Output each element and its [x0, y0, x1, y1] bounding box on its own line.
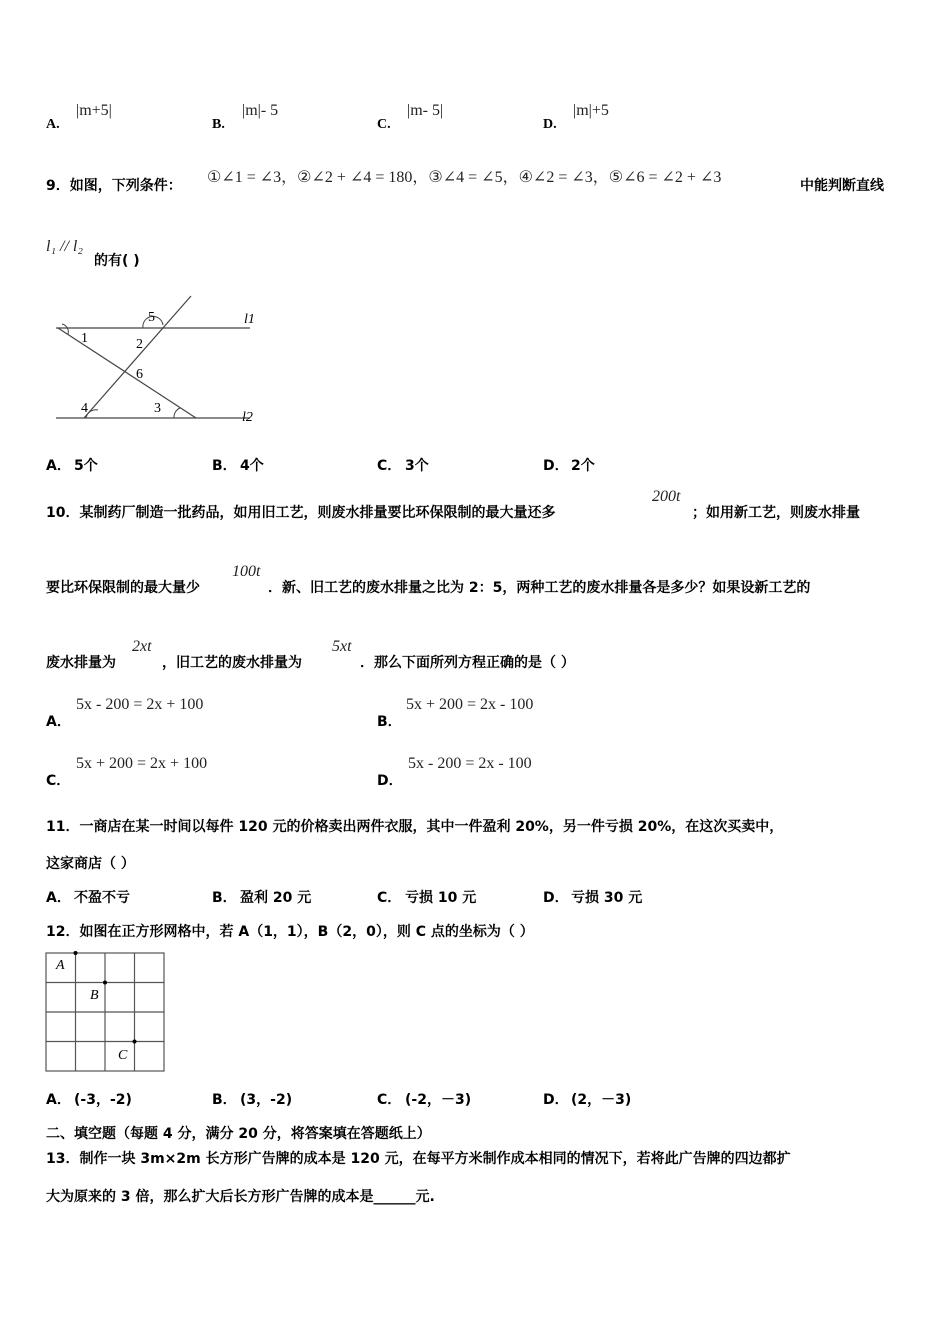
q10-option-b-expr: 5x + 200 = 2x - 100: [406, 696, 534, 713]
q10-option-c-label: C．: [46, 773, 71, 789]
q9-option-c-label: C．: [377, 458, 402, 474]
q12-option-c-label: C．: [377, 1092, 402, 1108]
q10-line3-b: ，旧工艺的废水排量为: [162, 655, 302, 671]
point-a: [74, 951, 78, 955]
fig-label-4: 4: [81, 401, 88, 416]
grid-label-b: B: [90, 988, 99, 1003]
fig-label-3: 3: [154, 401, 161, 416]
q10-line1-a: 10．某制药厂制造一批药品，如用旧工艺，则废水排量要比环保限制的最大量还多: [46, 505, 556, 521]
q9-option-a-label: A．: [46, 458, 71, 474]
fig-label-l2: l2: [242, 410, 253, 425]
point-c: [133, 1040, 137, 1044]
q8-option-b-label: B.: [212, 117, 225, 132]
fig-label-l1: l1: [244, 312, 255, 327]
q10-line2-b: ．新、旧工艺的废水排量之比为 2：5，两种工艺的废水排量各是多少？如果设新工艺的: [268, 580, 811, 596]
q8-option-a-label: A.: [46, 117, 60, 132]
q10-option-d-label: D．: [377, 773, 403, 789]
section-2-heading: 二、填空题（每题 4 分，满分 20 分，将答案填在答题纸上）: [46, 1126, 431, 1142]
q10-line3-c: ．那么下面所列方程正确的是（ ）: [360, 655, 575, 671]
angle-arc-3: [174, 408, 180, 418]
q8-option-d-label: D.: [543, 117, 557, 132]
q9-option-b-label: B．: [212, 458, 237, 474]
q11-option-c-text: 亏损 10 元: [405, 890, 477, 906]
q9-option-d-label: D．: [543, 458, 569, 474]
q11-option-b-text: 盈利 20 元: [240, 890, 312, 906]
q9-parallel-expr: l₁ // l₂: [46, 238, 83, 255]
q11-option-c-label: C．: [377, 890, 402, 906]
q9-prefix: 9．如图，下列条件：: [46, 178, 182, 194]
q11-option-d-text: 亏损 30 元: [571, 890, 643, 906]
q8-option-d-expr: |m|+5: [573, 102, 609, 119]
q9-option-d-text: 2个: [571, 458, 595, 474]
fig-label-6: 6: [136, 367, 143, 382]
q8-option-b-expr: |m|- 5: [242, 102, 279, 119]
q10-math-200t: 200t: [652, 488, 681, 505]
q8-option-c-expr: |m- 5|: [407, 102, 444, 119]
q12-option-a-label: A．: [46, 1092, 71, 1108]
point-b: [103, 981, 107, 985]
q10-option-b-label: B．: [377, 714, 402, 730]
fig-label-2: 2: [136, 337, 143, 352]
q12-grid-figure: [44, 951, 168, 1075]
q11-option-a-text: 不盈不亏: [74, 890, 130, 906]
q12-option-c-text: (-2，－3): [405, 1092, 472, 1108]
q11-line2: 这家商店（ ）: [46, 856, 135, 872]
q12-option-b-text: (3，-2): [240, 1092, 293, 1108]
q12-option-d-text: (2，－3): [571, 1092, 632, 1108]
q11-option-a-label: A．: [46, 890, 71, 906]
q11-option-d-label: D．: [543, 890, 569, 906]
q10-option-a-expr: 5x - 200 = 2x + 100: [76, 696, 204, 713]
q9-line2-text: 的有( ): [94, 253, 140, 269]
fig-label-5: 5: [148, 310, 155, 325]
fig-label-1: 1: [81, 331, 88, 346]
q10-line1-b: ；如用新工艺，则废水排量: [692, 505, 860, 521]
q10-math-5xt: 5xt: [332, 638, 352, 655]
q10-option-d-expr: 5x - 200 = 2x - 100: [408, 755, 532, 772]
q11-option-b-label: B．: [212, 890, 237, 906]
q11-line1: 11．一商店在某一时间以每件 120 元的价格卖出两件衣服，其中一件盈利 20%，另一件亏损 20%，在这次买卖中，: [46, 819, 784, 835]
q12-option-a-text: (-3，-2): [74, 1092, 132, 1108]
q13-line2: 大为原来的 3 倍，那么扩大后长方形广告牌的成本是______元.: [46, 1189, 435, 1205]
q13-line1: 13．制作一块 3m×2m 长方形广告牌的成本是 120 元，在每平方米制作成本相同的情况下，若将此广告牌的四边都扩: [46, 1151, 791, 1167]
q12-line: 12．如图在正方形网格中，若 A（1，1），B（2，0），则 C 点的坐标为（ ）: [46, 924, 534, 940]
q9-figure: [46, 290, 276, 430]
q9-option-a-text: 5个: [74, 458, 98, 474]
grid-label-a: A: [56, 958, 65, 973]
q9-suffix: 中能判断直线: [800, 178, 884, 194]
q10-line2-a: 要比环保限制的最大量少: [46, 580, 200, 596]
q10-option-c-expr: 5x + 200 = 2x + 100: [76, 755, 208, 772]
q10-math-100t: 100t: [232, 563, 261, 580]
q8-option-c-label: C.: [377, 117, 391, 132]
q12-option-d-label: D．: [543, 1092, 569, 1108]
q9-option-c-text: 3个: [405, 458, 429, 474]
q8-option-a-expr: |m+5|: [76, 102, 112, 119]
transversal-2: [58, 328, 196, 418]
q9-conditions: ①∠1 = ∠3，②∠2 + ∠4 = 180，③∠4 = ∠5，④∠2 = ∠3，⑤∠6 = ∠2 + ∠3: [207, 169, 722, 186]
q10-math-2xt: 2xt: [132, 638, 152, 655]
q12-option-b-label: B．: [212, 1092, 237, 1108]
transversal-1: [84, 296, 191, 418]
grid-label-c: C: [118, 1048, 128, 1063]
q10-option-a-label: A．: [46, 714, 71, 730]
q10-line3-a: 废水排量为: [46, 655, 116, 671]
q9-option-b-text: 4个: [240, 458, 264, 474]
